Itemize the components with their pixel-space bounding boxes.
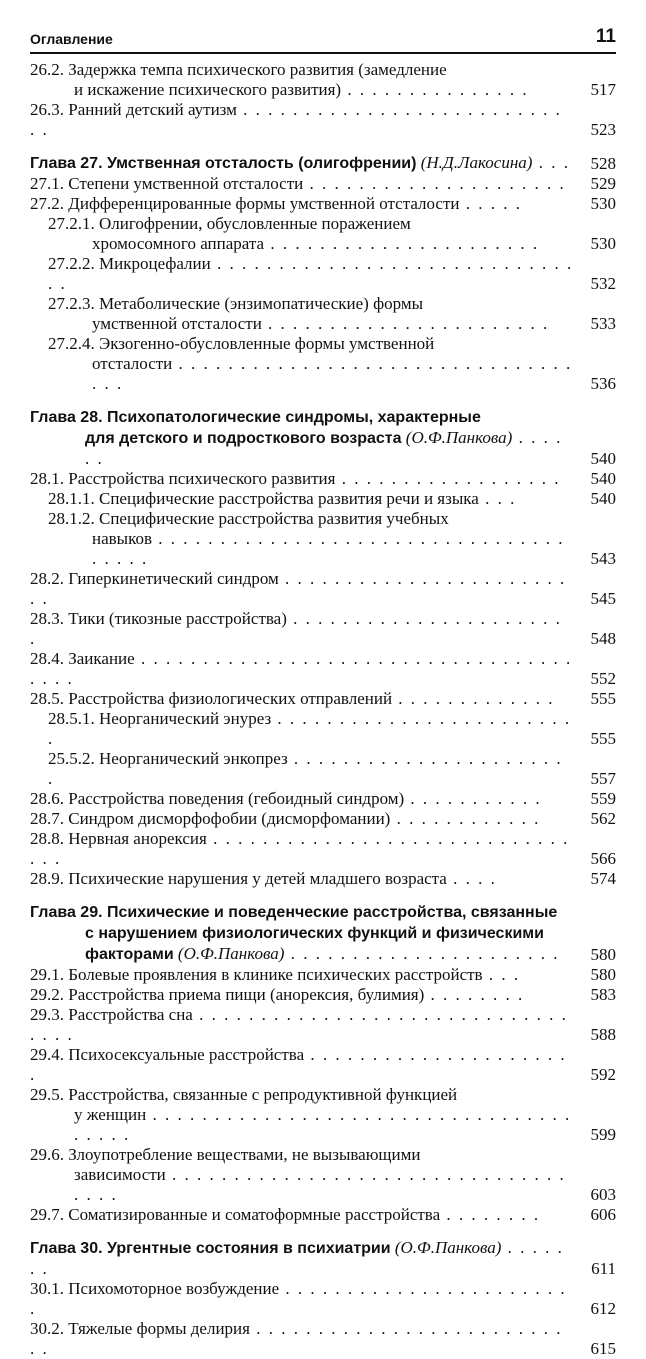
toc-entry-text [30,569,616,609]
toc-entry[interactable] [30,1205,616,1225]
toc-entry-line: 29.7. Соматизированные и соматоформные расстройства [30,1205,441,1224]
toc-chapter-entry[interactable] [30,902,616,965]
toc-entry[interactable] [30,60,616,100]
toc-entry[interactable] [30,609,616,649]
toc-entry-line: 27.2.3. Метаболические (энзимопатические) формы [48,294,424,313]
dot-leader: . . . . . . . [30,1238,564,1278]
toc-entry[interactable] [30,1145,616,1205]
toc-entry-line: отсталости [92,354,173,373]
header-rule [30,52,616,54]
toc-page-number: 540 [590,469,616,488]
chapter-title: Глава 29. Психические и поведенческие расстройства, связанные [30,904,558,921]
toc-entry-line: 29.1. Болевые проявления в клинике психических расстройств [30,965,483,984]
dot-leader: . . . . . . . . . . . . . . . . . . . . . . [264,234,540,253]
toc-page-number: 529 [590,174,616,193]
toc-chapter-entry[interactable] [30,153,616,174]
dot-leader: . . . . . . . . . . . . . . . . . . . . . . . [48,749,563,788]
toc-entry[interactable] [30,1319,616,1359]
toc-entry-text [30,1279,616,1319]
toc-entry-line: 28.1.1. Специфические расстройства развития речи и языка [48,489,479,508]
dot-leader: . . . . . . . . . . . . . . . . . . . . . . . . . . . . . . . . . . . . [74,1165,566,1204]
chapter-title-continued: для детского и подросткового возраста [85,430,402,447]
dot-leader: . . . . . . . . . . . . . . . . . . [335,469,561,488]
toc-entry-line: 28.9. Психические нарушения у детей младшего возраста [30,869,447,888]
toc-entry[interactable] [30,749,616,789]
chapter-title-continued: факторами [85,946,174,963]
dot-leader: . . . . . . . . . . . . . . . [341,80,529,99]
dot-leader: . . . [478,489,517,508]
toc-page-number: 566 [590,849,616,868]
toc-entry-line: 28.6. Расстройства поведения (гебоидный синдром) [30,789,405,808]
dot-leader: . . . . . . . . . . . . . . . . . . . . . . . . . . . [30,1319,563,1358]
toc-entry-line: 28.2. Гиперкинетический синдром [30,569,279,588]
running-header-title: Оглавление [30,31,113,47]
dot-leader: . . . . . . . . . . . . . . . . . . . . . . . . . . . . [30,100,562,139]
toc-entry-text [30,965,616,985]
section-gap [30,889,616,902]
dot-leader: . . . . . . . . . . . . . . . . . . . . . . [284,944,560,963]
toc-entry[interactable] [30,709,616,749]
toc-entry-text [30,194,616,214]
toc-page-number: 580 [590,965,616,984]
toc-entry-line: 29.3. Расстройства сна [30,1005,193,1024]
dot-leader: . . . . . . . . . . . . . . . . . . . . . . . . . [48,709,572,748]
toc-entry-line: зависимости [74,1165,166,1184]
dot-leader: . . . . . . . . . . . . . . . . . . . . . . [30,1045,567,1084]
section-gap [30,394,616,407]
toc-page-number: 517 [590,80,616,99]
page-number: 11 [595,26,616,47]
toc-entry[interactable] [30,829,616,869]
toc-entry-text [48,709,616,749]
dot-leader: . . . . . . . . . . . . . . . . . . . . . . . . . . . . . . . . . . . . . . . [74,1105,572,1144]
toc-entry[interactable] [30,489,616,509]
toc-entry-line: 28.3. Тики (тикозные расстройства) [30,609,287,628]
dot-leader: . . . . . . [85,428,563,468]
toc-page-number: 536 [590,374,616,393]
toc-entry[interactable] [30,809,616,829]
toc-entry-line: 27.2.4. Экзогенно-обусловленные формы умственной [48,334,435,353]
toc-entry[interactable] [30,174,616,194]
toc-page-number: 559 [590,789,616,808]
toc-entry[interactable] [30,965,616,985]
toc-chapter-entry[interactable] [30,1238,616,1279]
dot-leader: . . . [482,965,521,984]
toc-entry-line: 29.6. Злоупотребление веществами, не вызывающими [30,1145,421,1164]
dot-leader: . . . . . . . . . . . . . . . . . . . . . . . . . . . . . . . . . . . [92,354,573,393]
toc-page-number: 574 [590,869,616,888]
toc-entry-text [30,469,616,489]
toc-page-number: 533 [590,314,616,333]
toc-entry-line: 29.4. Психосексуальные расстройства [30,1045,305,1064]
toc-entry-text [48,489,616,509]
toc-entry[interactable] [30,1279,616,1319]
running-header [30,22,616,52]
toc-page-number: 523 [590,120,616,139]
toc-entry-text [30,1205,616,1225]
toc-page-number: 552 [590,669,616,688]
toc-entry-line: 28.8. Нервная анорексия [30,829,207,848]
toc-page-number: 543 [590,549,616,568]
toc-entry-text [30,153,616,174]
toc-entry[interactable] [30,985,616,1005]
dot-leader: . . . . [446,869,497,888]
toc-page-number: 528 [590,154,616,173]
section-gap [30,1225,616,1238]
toc-entry[interactable] [30,334,616,394]
toc-entry-text [30,407,616,469]
toc-entry-text [30,829,616,869]
toc-page-number: 592 [590,1065,616,1084]
toc-entry-text [30,869,616,889]
toc-entry-text [30,1238,616,1279]
toc-entry-line: 29.2. Расстройства приема пищи (анорексия, булимия) [30,985,425,1004]
toc-entry-text [30,985,616,1005]
toc-entry-text [30,1005,616,1045]
dot-leader: . . . . . . . . . . . . . . . . . . . . . [303,174,566,193]
dot-leader: . . . . . . . . . . . . . . . . . . . . . . . . . . . . . . . . [30,829,570,868]
toc-entry-text [30,902,616,965]
toc-entry-line: и искажение психического развития) [74,80,342,99]
toc-page-number: 530 [590,194,616,213]
toc-entry-line: 28.1.2. Специфические расстройства развития учебных [48,509,449,528]
toc-entry[interactable] [30,509,616,569]
toc-entry-text [30,100,616,140]
toc-page-number: 555 [590,729,616,748]
toc-entry-text [30,649,616,689]
toc-entry[interactable] [30,469,616,489]
toc-entry-line: 28.5. Расстройства физиологических отправлений [30,689,393,708]
toc-entry-text [48,254,616,294]
toc-entry-line: 27.2.1. Олигофрении, обусловленные поражением [48,214,411,233]
toc-page-number: 612 [590,1299,616,1318]
dot-leader: . . . . . . . . . . . . . . . . . . . . . . . . [30,1279,567,1318]
toc-chapter-entry[interactable] [30,407,616,469]
chapter-author: (О.Ф.Панкова) [177,944,285,963]
dot-leader: . . . . . . . . . . . . . . . . . . . . . . . . . . . . . . . . . . [30,1005,568,1044]
toc-entry-text [30,1085,616,1145]
toc-entry-text [48,214,616,254]
toc-page-number: 540 [590,449,616,468]
chapter-title: Глава 27. Умственная отсталость (олигофрении) [30,155,417,172]
toc-entry-line: 28.7. Синдром дисморфофобии (дисморфомании) [30,809,391,828]
toc-entry-text [30,1319,616,1359]
toc-entry-line: 28.1. Расстройства психического развития [30,469,336,488]
toc-entry-text [30,809,616,829]
chapter-title-continued: с нарушением физиологических функций и физическими [85,925,544,942]
toc-entry[interactable] [30,689,616,709]
toc-entry-line: 28.4. Заикание [30,649,135,668]
chapter-author: (Н.Д.Лакосина) [420,153,533,172]
toc-entry[interactable] [30,214,616,254]
toc-page-number: 588 [590,1025,616,1044]
toc-entry-line: хромосомного аппарата [92,234,265,253]
table-of-contents [30,60,616,1359]
toc-page-number: 555 [590,689,616,708]
toc-entry-text [30,1045,616,1085]
dot-leader: . . . . . . . . . . . . . . . . . . . . . . . . . . . . . . . . . . . . . . . [30,649,573,688]
toc-page-number: 545 [590,589,616,608]
toc-page-number: 606 [590,1205,616,1224]
dot-leader: . . . . . . . . [440,1205,541,1224]
toc-entry-line: 30.1. Психомоторное возбуждение [30,1279,280,1298]
toc-entry-line: 25.5.2. Неорганический энкопрез [48,749,288,768]
chapter-title: Глава 28. Психопатологические синдромы, характерные [30,409,481,426]
dot-leader: . . . . . . . . . . . . . [392,689,555,708]
toc-entry-line: 28.5.1. Неорганический энурез [48,709,272,728]
dot-leader: . . . . . . . . [424,985,525,1004]
toc-entry[interactable] [30,789,616,809]
toc-entry-text [48,294,616,334]
toc-entry[interactable] [30,1045,616,1085]
chapter-title: Глава 30. Ургентные состояния в психиатрии [30,1240,391,1257]
toc-entry[interactable] [30,194,616,214]
toc-entry[interactable] [30,1085,616,1145]
dot-leader: . . . . . . . . . . . . [390,809,541,828]
toc-entry-line: 27.2.2. Микроцефалии [48,254,211,273]
toc-entry-line: у женщин [74,1105,147,1124]
toc-page-number: 603 [590,1185,616,1204]
toc-page-number: 562 [590,809,616,828]
toc-page-number: 615 [590,1339,616,1358]
toc-entry[interactable] [30,649,616,689]
toc-page-number: 583 [590,985,616,1004]
section-gap [30,140,616,153]
toc-page-number: 580 [590,945,616,964]
toc-entry-line: 27.1. Степени умственной отсталости [30,174,304,193]
toc-entry-text [48,749,616,789]
toc-entry-line: умственной отсталости [92,314,262,333]
toc-entry[interactable] [30,869,616,889]
toc-entry[interactable] [30,294,616,334]
toc-entry-line: 29.5. Расстройства, связанные с репродуктивной функцией [30,1085,458,1104]
toc-entry-text [30,60,616,100]
toc-entry-line: 30.2. Тяжелые формы делирия [30,1319,250,1338]
dot-leader: . . . . . . . . . . . . . . . . . . . . . . . . . . . . . . . . . . . . . . [92,529,565,568]
toc-page-number: 540 [590,489,616,508]
toc-entry-line: 26.2. Задержка темпа психического развития (замедление [30,60,447,79]
toc-entry-text [30,1145,616,1205]
toc-entry-line: 27.2. Дифференцированные формы умственной отсталости [30,194,460,213]
dot-leader: . . . . . . . . . . . . . . . . . . . . . . . [30,609,562,648]
toc-page-number: 548 [590,629,616,648]
toc-entry-text [30,789,616,809]
toc-page-number: 599 [590,1125,616,1144]
toc-page-number: 557 [590,769,616,788]
toc-entry-text [30,609,616,649]
toc-entry[interactable] [30,254,616,294]
toc-entry-text [48,509,616,569]
toc-page-number: 532 [590,274,616,293]
dot-leader: . . . . . . . . . . . [404,789,542,808]
chapter-author: (О.Ф.Панкова) [405,428,513,447]
toc-entry[interactable] [30,1005,616,1045]
toc-entry[interactable] [30,100,616,140]
toc-page-number: 530 [590,234,616,253]
chapter-author: (О.Ф.Панкова) [394,1238,502,1257]
dot-leader: . . . . . [459,194,522,213]
toc-page-number: 611 [591,1259,616,1278]
dot-leader: . . . . . . . . . . . . . . . . . . . . . . . [261,314,550,333]
toc-entry[interactable] [30,569,616,609]
toc-entry-text [30,174,616,194]
dot-leader: . . . . . . . . . . . . . . . . . . . . . . . . . . . . . . . [48,254,574,293]
toc-entry-text [30,689,616,709]
dot-leader: . . . . . . . . . . . . . . . . . . . . . . . . . [30,569,567,608]
toc-entry-line: навыков [92,529,153,548]
toc-entry-text [48,334,616,394]
dot-leader: . . . [532,153,570,172]
toc-entry-line: 26.3. Ранний детский аутизм [30,100,237,119]
